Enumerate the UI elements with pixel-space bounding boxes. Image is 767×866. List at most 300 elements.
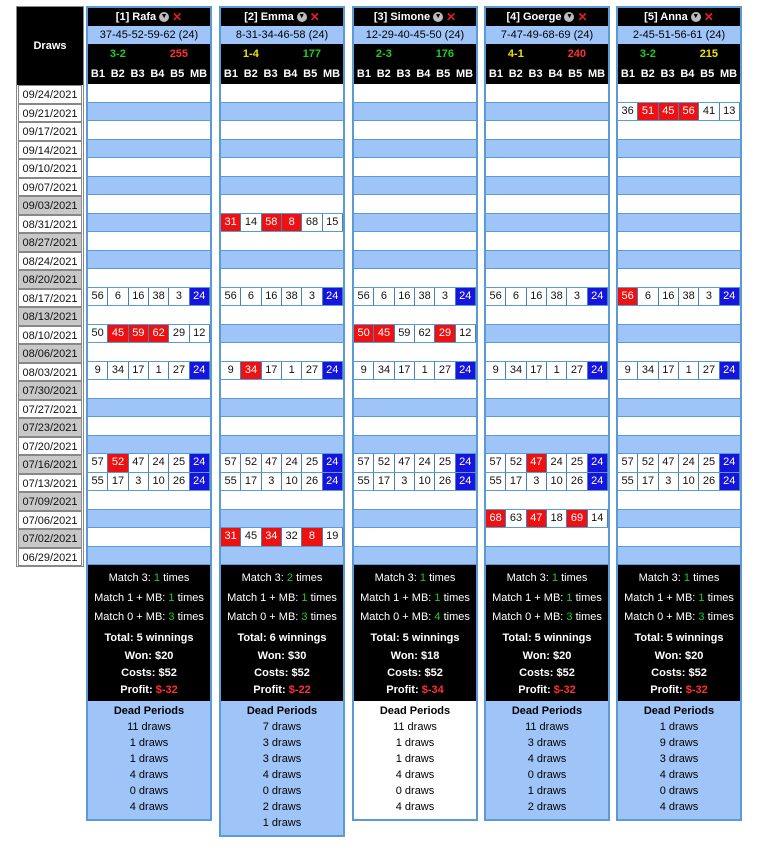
number-cell: 50 [354, 325, 374, 343]
number-cell: 10 [415, 473, 435, 491]
summary-block [486, 565, 608, 701]
count: 3 [698, 611, 705, 623]
player-name[interactable]: [4] Goerge [506, 11, 562, 23]
number-cell: 47 [527, 510, 547, 528]
column-headers [486, 64, 608, 84]
dead-periods-title: Dead Periods [246, 704, 318, 717]
number-cell: 26 [169, 473, 189, 491]
match1-mb-line [486, 589, 608, 609]
draw-row [88, 325, 210, 344]
draw-row [486, 491, 608, 510]
draw-row [354, 84, 476, 103]
draw-row [88, 380, 210, 399]
number-cell: 9 [486, 362, 506, 380]
draw-date: 08/17/2021 [18, 289, 82, 308]
draw-row [221, 306, 343, 325]
draw-date: 07/27/2021 [18, 400, 82, 419]
draw-row [618, 103, 740, 122]
match1-mb-line [88, 589, 210, 609]
draw-row [88, 103, 210, 122]
suffix: times [704, 591, 734, 604]
draw-row [354, 454, 476, 473]
stat-score: 215 [699, 48, 719, 60]
chevron-down-icon[interactable]: ▼ [160, 13, 168, 20]
draw-row [221, 177, 343, 196]
profit-value: $-32 [685, 683, 708, 696]
draw-date: 07/13/2021 [18, 474, 82, 493]
draw-row [221, 454, 343, 473]
column-headers [354, 64, 476, 84]
number-cell: 25 [435, 454, 455, 472]
draw-date: 07/06/2021 [18, 511, 82, 530]
stat-score: 255 [169, 48, 189, 60]
summary-block [354, 565, 476, 701]
player-numbers: 7-47-49-68-69 (24) [486, 26, 608, 44]
player-name[interactable]: [1] Rafa [115, 11, 157, 23]
number-cell: 3 [527, 473, 547, 491]
number-cell: 34 [241, 362, 261, 380]
draw-row [354, 528, 476, 547]
number-cell: 25 [302, 454, 322, 472]
number-cell: 24 [720, 362, 740, 380]
draw-row [221, 528, 343, 547]
draw-row [354, 343, 476, 362]
number-cell: 55 [88, 473, 108, 491]
draw-row [88, 214, 210, 233]
suffix: times [160, 572, 190, 584]
number-cell: 17 [659, 362, 679, 380]
dead-period-item: 0 draws [262, 784, 302, 797]
draw-row [88, 158, 210, 177]
draw-date: 07/09/2021 [18, 492, 82, 511]
label: Match 1 + MB: [492, 591, 567, 604]
number-cell: 24 [588, 288, 608, 306]
draw-row [354, 214, 476, 233]
stat-score: 177 [302, 48, 322, 60]
draw-row [486, 547, 608, 566]
number-cell: 3 [302, 288, 322, 306]
player-header [486, 8, 608, 84]
profit-line [486, 682, 608, 699]
number-cell: 19 [323, 528, 343, 546]
profit-line [618, 682, 740, 699]
match3-line [486, 569, 608, 589]
count: 3 [301, 611, 308, 623]
number-cell: 68 [302, 214, 322, 232]
summary-block [618, 565, 740, 701]
suffix: times [690, 572, 720, 584]
number-cell: 17 [241, 473, 261, 491]
column-header: MB [322, 68, 341, 80]
draw-row [354, 195, 476, 214]
dead-periods-title: Dead Periods [113, 704, 185, 717]
suffix: times [307, 611, 337, 623]
column-header: B1 [223, 68, 238, 80]
draw-row [354, 288, 476, 307]
match0-mb-line [221, 608, 343, 628]
draw-row [88, 436, 210, 455]
match3-line [88, 569, 210, 589]
number-cell: 26 [302, 473, 322, 491]
number-cell: 17 [527, 362, 547, 380]
match3-line [354, 569, 476, 589]
draw-row [486, 510, 608, 529]
number-cell: 9 [221, 362, 241, 380]
draw-row [354, 325, 476, 344]
draw-dates-column [16, 6, 84, 567]
count: 1 [168, 591, 175, 604]
number-cell: 56 [354, 288, 374, 306]
draw-row [486, 473, 608, 492]
draw-row [486, 417, 608, 436]
number-cell: 34 [374, 362, 394, 380]
draw-row [221, 269, 343, 288]
dead-period-item: 9 draws [659, 736, 699, 749]
dead-period-item: 1 draws [395, 752, 435, 765]
draw-row [486, 436, 608, 455]
number-cell: 38 [679, 288, 699, 306]
dead-period-item: 4 draws [129, 768, 169, 781]
number-cell: 24 [720, 288, 740, 306]
number-cell: 16 [262, 288, 282, 306]
number-cell: 56 [88, 288, 108, 306]
match1-mb-line [618, 589, 740, 609]
draw-row [618, 436, 740, 455]
player-name-row [618, 8, 740, 26]
number-cell: 34 [108, 362, 128, 380]
draw-row [486, 195, 608, 214]
dead-period-item: 1 draws [395, 736, 435, 749]
column-header: MB [719, 68, 738, 80]
number-cell: 56 [679, 103, 699, 121]
draw-row [486, 380, 608, 399]
draw-row [618, 232, 740, 251]
chevron-down-icon[interactable]: ▼ [566, 13, 573, 20]
number-cell: 47 [129, 454, 149, 472]
player-name[interactable]: [2] Emma [244, 11, 294, 23]
column-header: B2 [110, 68, 125, 80]
suffix: times [440, 611, 470, 623]
won-amount: Won: $30 [257, 649, 307, 662]
draw-row [88, 473, 210, 492]
label: Match 3: [241, 572, 287, 584]
player-panel [219, 6, 345, 837]
label: Match 0 + MB: [360, 611, 435, 623]
number-cell: 24 [588, 362, 608, 380]
draw-row [486, 325, 608, 344]
draw-date: 07/30/2021 [18, 381, 82, 400]
profit-label: Profit: [518, 683, 554, 696]
number-cell: 52 [108, 454, 128, 472]
dead-periods [354, 701, 476, 819]
column-header: B2 [508, 68, 523, 80]
close-icon[interactable]: ✕ [703, 10, 714, 24]
stat-ratio: 2-3 [375, 48, 392, 60]
draw-date: 09/24/2021 [18, 85, 82, 104]
number-cell: 24 [323, 473, 343, 491]
column-header: B3 [528, 68, 543, 80]
suffix: times [426, 572, 456, 584]
draw-date: 07/23/2021 [18, 418, 82, 437]
number-cell: 6 [638, 288, 658, 306]
label: Match 1 + MB: [94, 591, 169, 604]
number-cell: 8 [282, 214, 302, 232]
draw-row [88, 232, 210, 251]
draw-row [88, 84, 210, 103]
draw-row [618, 491, 740, 510]
draw-date: 08/31/2021 [18, 215, 82, 234]
suffix: times [558, 572, 588, 584]
draw-row [618, 399, 740, 418]
number-cell: 3 [435, 288, 455, 306]
player-stats [354, 44, 476, 64]
costs-amount: Costs: $52 [254, 666, 310, 679]
count: 1 [551, 572, 559, 584]
number-cell: 57 [486, 454, 506, 472]
column-header: B3 [130, 68, 145, 80]
draw-row [354, 380, 476, 399]
draw-row [221, 417, 343, 436]
draw-row [618, 269, 740, 288]
column-header: MB [455, 68, 474, 80]
dead-period-item: 3 draws [262, 736, 302, 749]
draw-row [486, 269, 608, 288]
stat-score: 240 [567, 48, 587, 60]
draw-row [618, 177, 740, 196]
close-icon[interactable]: ✕ [172, 10, 183, 24]
number-cell: 41 [699, 103, 719, 121]
dead-period-item: 1 draws [527, 784, 567, 797]
label: Match 3: [374, 572, 420, 584]
costs-amount: Costs: $52 [651, 666, 707, 679]
player-numbers: 37-45-52-59-62 (24) [88, 26, 210, 44]
column-header: B5 [700, 68, 715, 80]
draw-row [618, 251, 740, 270]
number-cell: 24 [190, 454, 210, 472]
profit-line [354, 682, 476, 699]
number-cell: 45 [108, 325, 128, 343]
draw-row [354, 103, 476, 122]
player-panel [86, 6, 212, 821]
draw-row [618, 195, 740, 214]
draw-row [221, 158, 343, 177]
match0-mb-line [354, 608, 476, 628]
draw-row [618, 547, 740, 566]
number-cell: 24 [190, 362, 210, 380]
draw-row [618, 510, 740, 529]
draw-row [88, 417, 210, 436]
draw-row [88, 195, 210, 214]
column-header: B1 [488, 68, 503, 80]
won-amount: Won: $18 [390, 649, 440, 662]
profit-label: Profit: [120, 683, 156, 696]
match1-mb-line [354, 589, 476, 609]
draw-date: 08/03/2021 [18, 363, 82, 382]
draw-row [486, 103, 608, 122]
draw-date: 08/10/2021 [18, 326, 82, 345]
dead-period-item: 0 draws [129, 784, 169, 797]
player-name[interactable]: [5] Anna [644, 11, 688, 23]
number-cell: 69 [567, 510, 587, 528]
player-header [354, 8, 476, 84]
close-icon[interactable]: ✕ [577, 10, 588, 24]
number-cell: 17 [374, 473, 394, 491]
profit-value: $-22 [288, 683, 311, 696]
number-cell: 17 [262, 362, 282, 380]
column-header: B5 [303, 68, 318, 80]
draw-row [354, 232, 476, 251]
draw-row [618, 84, 740, 103]
draw-row [221, 214, 343, 233]
number-cell: 8 [302, 528, 322, 546]
count: 2 [286, 572, 294, 584]
draw-date: 07/16/2021 [18, 455, 82, 474]
number-cell: 24 [456, 473, 476, 491]
number-cell: 59 [395, 325, 415, 343]
draw-row [221, 436, 343, 455]
player-stats [618, 44, 740, 64]
match0-mb-line [88, 608, 210, 628]
number-cell: 1 [282, 362, 302, 380]
number-cell: 1 [679, 362, 699, 380]
draw-row [486, 158, 608, 177]
number-cell: 3 [699, 288, 719, 306]
dead-period-item: 3 draws [527, 736, 567, 749]
draw-row [221, 140, 343, 159]
draw-row [354, 491, 476, 510]
draw-row [486, 288, 608, 307]
costs-amount: Costs: $52 [519, 666, 575, 679]
draw-row [88, 121, 210, 140]
dead-period-item: 1 draws [262, 816, 302, 829]
number-cell: 34 [262, 528, 282, 546]
dead-periods-title: Dead Periods [379, 704, 451, 717]
close-icon[interactable]: ✕ [446, 10, 457, 24]
number-cell: 24 [679, 454, 699, 472]
number-cell: 24 [588, 473, 608, 491]
match0-mb-line [618, 608, 740, 628]
draw-row [88, 306, 210, 325]
profit-label: Profit: [386, 683, 422, 696]
dead-periods-title: Dead Periods [511, 704, 583, 717]
draw-row [618, 140, 740, 159]
close-icon[interactable]: ✕ [309, 10, 320, 24]
number-cell: 3 [567, 288, 587, 306]
draw-row [354, 510, 476, 529]
draw-row [354, 306, 476, 325]
number-cell: 24 [190, 288, 210, 306]
dead-period-item: 0 draws [395, 784, 435, 797]
suffix: times [307, 591, 337, 604]
number-cell: 16 [395, 288, 415, 306]
column-header: B4 [548, 68, 563, 80]
chevron-down-icon[interactable]: ▼ [298, 13, 306, 20]
number-cell: 9 [88, 362, 108, 380]
column-headers [88, 64, 210, 84]
number-cell: 24 [149, 454, 169, 472]
number-cell: 47 [262, 454, 282, 472]
number-cell: 10 [282, 473, 302, 491]
number-cell: 34 [638, 362, 658, 380]
draw-row [618, 343, 740, 362]
number-cell: 12 [190, 325, 210, 343]
suffix: times [293, 572, 323, 584]
number-cell: 26 [567, 473, 587, 491]
count: 3 [168, 611, 175, 623]
column-header: B4 [416, 68, 431, 80]
draw-row [354, 473, 476, 492]
draw-row [88, 399, 210, 418]
number-cell: 24 [456, 362, 476, 380]
number-cell: 57 [221, 454, 241, 472]
player-name[interactable]: [3] Simone [373, 11, 431, 23]
number-cell: 55 [354, 473, 374, 491]
number-cell: 27 [567, 362, 587, 380]
number-cell: 56 [486, 288, 506, 306]
dead-period-item: 4 draws [129, 800, 169, 813]
costs-amount: Costs: $52 [387, 666, 443, 679]
chevron-down-icon[interactable]: ▼ [434, 13, 442, 20]
column-header: B3 [263, 68, 278, 80]
draw-row [486, 214, 608, 233]
suffix: times [704, 611, 734, 623]
number-cell: 55 [618, 473, 638, 491]
match3-line [618, 569, 740, 589]
column-header: B2 [640, 68, 655, 80]
draw-row [221, 547, 343, 566]
draw-row [354, 251, 476, 270]
draw-row [618, 214, 740, 233]
costs-amount: Costs: $52 [121, 666, 177, 679]
player-numbers: 8-31-34-46-58 (24) [221, 26, 343, 44]
count: 1 [419, 572, 427, 584]
label: Match 1 + MB: [227, 591, 302, 604]
number-cell: 24 [720, 473, 740, 491]
dead-period-item: 4 draws [395, 768, 435, 781]
count: 1 [683, 572, 691, 584]
draw-row [618, 417, 740, 436]
draw-row [221, 325, 343, 344]
number-cell: 52 [638, 454, 658, 472]
column-header: MB [189, 68, 208, 80]
number-cell: 16 [659, 288, 679, 306]
number-cell: 24 [190, 473, 210, 491]
number-cell: 38 [547, 288, 567, 306]
dead-periods-title: Dead Periods [643, 704, 715, 717]
dead-periods [486, 701, 608, 819]
number-cell: 1 [149, 362, 169, 380]
draw-row [354, 269, 476, 288]
number-cell: 24 [323, 362, 343, 380]
match1-mb-line [221, 589, 343, 609]
profit-value: $-34 [421, 683, 444, 696]
won-amount: Won: $20 [124, 649, 174, 662]
number-cell: 52 [374, 454, 394, 472]
column-header: B4 [150, 68, 165, 80]
number-cell: 17 [108, 473, 128, 491]
chevron-down-icon[interactable]: ▼ [692, 13, 700, 20]
number-cell: 68 [486, 510, 506, 528]
total-winnings: Total: 5 winnings [502, 631, 592, 644]
label: Match 0 + MB: [227, 611, 302, 623]
draw-row [221, 251, 343, 270]
number-cell: 15 [323, 214, 343, 232]
draw-date: 09/21/2021 [18, 104, 82, 123]
player-header [221, 8, 343, 84]
number-cell: 17 [129, 362, 149, 380]
draw-row [88, 547, 210, 566]
draw-row [221, 399, 343, 418]
